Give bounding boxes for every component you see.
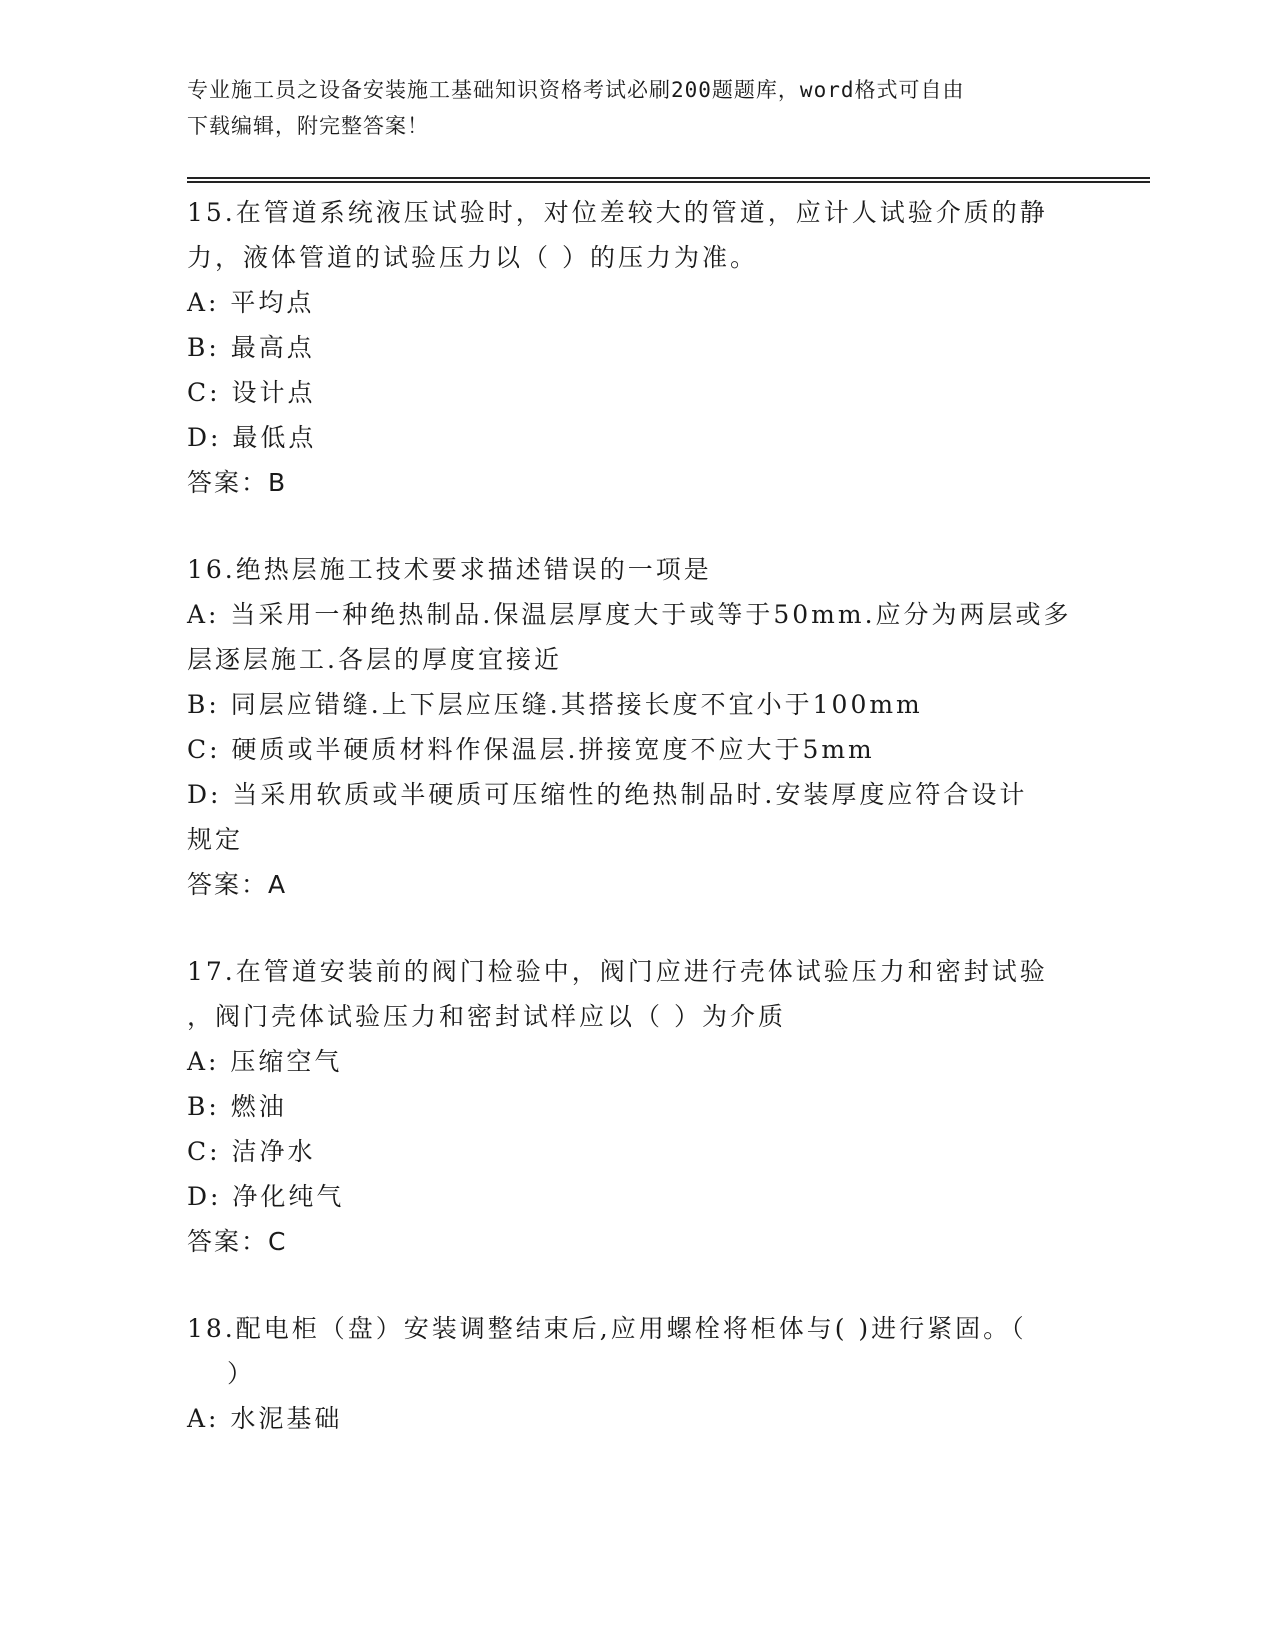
header-line-2: 下载编辑，附完整答案！ <box>187 114 429 138</box>
question-stem-cont: 力，液体管道的试验压力以（ ）的压力为准。 <box>187 243 758 272</box>
option-d: D: 最低点 <box>187 423 317 452</box>
option-b: B: 燃油 <box>187 1092 287 1121</box>
option-a: A: 压缩空气 <box>187 1047 343 1076</box>
option-c: C: 洁净水 <box>187 1137 316 1166</box>
option-d: D: 当采用软质或半硬质可压缩性的绝热制品时.安装厚度应符合设计 <box>187 780 1028 809</box>
answer: 答案：B <box>187 468 288 497</box>
question-16 <box>187 547 1087 907</box>
spacer <box>187 1264 1087 1306</box>
option-a: A: 平均点 <box>187 288 315 317</box>
spacer <box>187 907 1087 949</box>
question-15 <box>187 190 1087 505</box>
question-18 <box>187 1306 1087 1441</box>
question-stem: 17.在管道安装前的阀门检验中，阀门应进行壳体试验压力和密封试验 <box>187 957 1048 986</box>
option-b: B: 最高点 <box>187 333 315 362</box>
option-a-cont: 层逐层施工.各层的厚度宜接近 <box>187 645 562 674</box>
question-stem: 16.绝热层施工技术要求描述错误的一项是 <box>187 555 712 584</box>
question-stem: 15.在管道系统液压试验时，对位差较大的管道，应计人试验介质的静 <box>187 198 1048 227</box>
option-b: B: 同层应错缝.上下层应压缝.其搭接长度不宜小于100mm <box>187 690 923 719</box>
option-c: C: 硬质或半硬质材料作保温层.拼接宽度不应大于5mm <box>187 735 875 764</box>
option-a: A: 当采用一种绝热制品.保温层厚度大于或等于50mm.应分为两层或多 <box>187 600 1072 629</box>
question-stem-cont: ，阀门壳体试验压力和密封试样应以（ ）为介质 <box>187 1002 786 1031</box>
header-divider-top <box>187 177 1150 179</box>
option-a: A: 水泥基础 <box>187 1404 343 1433</box>
answer: 答案：A <box>187 870 288 899</box>
option-d: D: 净化纯气 <box>187 1182 345 1211</box>
spacer <box>187 505 1087 547</box>
question-17 <box>187 949 1087 1264</box>
option-d-cont: 规定 <box>187 825 244 854</box>
question-stem-cont: ） <box>227 1359 256 1388</box>
question-list <box>187 190 1087 1441</box>
question-stem: 18.配电柜（盘）安装调整结束后,应用螺栓将柜体与( )进行紧固。（ <box>187 1314 1027 1343</box>
header-line-1: 专业施工员之设备安装施工基础知识资格考试必刷200题题库，word格式可自由 <box>187 78 965 102</box>
document-header <box>187 72 1087 144</box>
header-divider-bottom <box>187 181 1150 183</box>
answer: 答案：C <box>187 1227 288 1256</box>
option-c: C: 设计点 <box>187 378 316 407</box>
